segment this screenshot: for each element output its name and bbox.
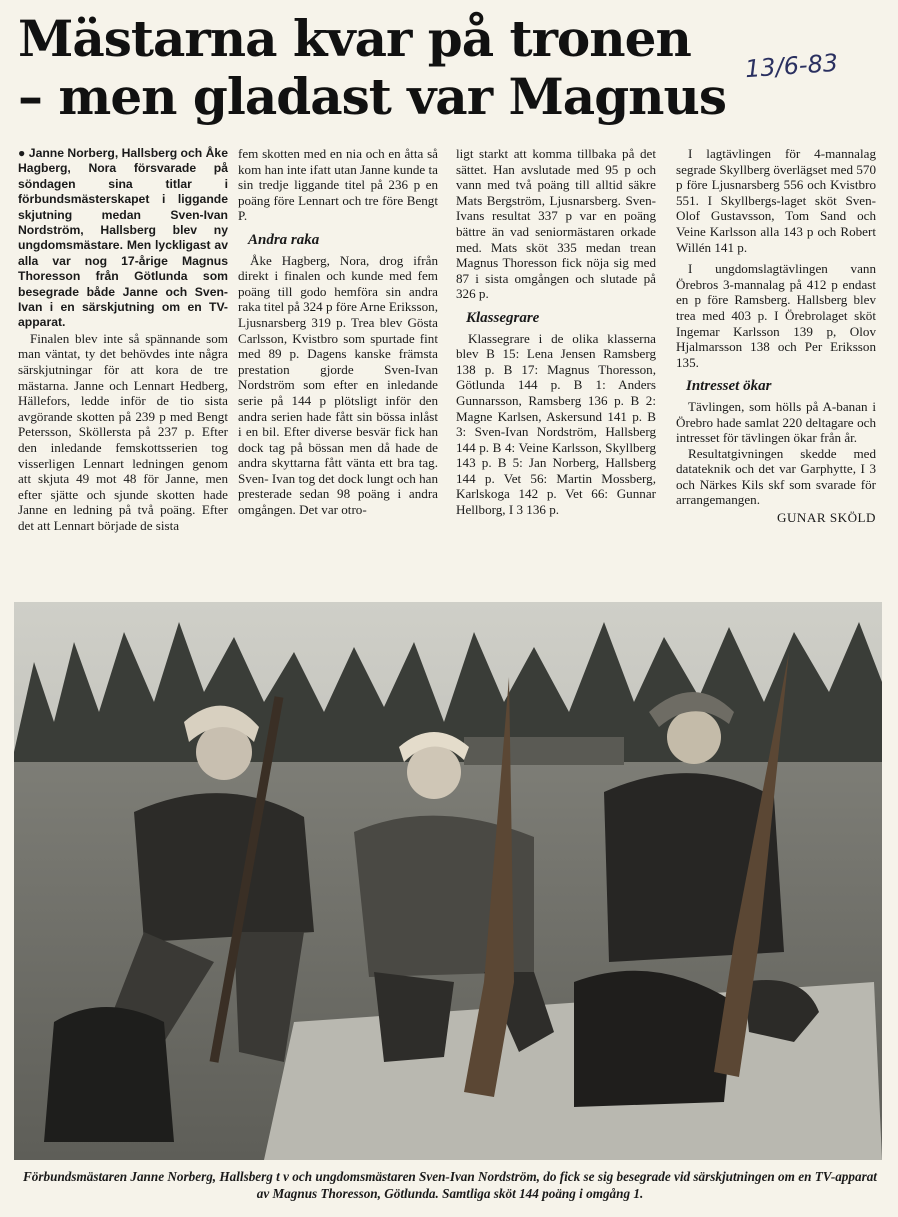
- lead-paragraph: ● Janne Norberg, Hallsberg och Åke Hagberg, Nora försvarade på söndagen sina titlar i förbundsmästerskapet i liggande skjutning medan Sven-Ivan Nordström, Hallsberg blev ny ungdomsmästare. Men lyckligast av alla var nog 17-årige Magnus Thoresson från Götlunda som besegrade både Janne och Sven- Ivan i en särskjutning om en TV-apparat.: [18, 146, 228, 330]
- subheading: Intresset ökar: [686, 378, 772, 395]
- photo-caption: Förbundsmästaren Janne Norberg, Hallsberg t v och ungdomsmästaren Sven-Ivan Nordström, do fick se sig besegrade vid särskjutningen om en TV-apparat av Magnus Thoresson, Götlunda. Samtliga sköt 144 poäng i omgång 1.: [23, 1169, 877, 1201]
- body-paragraph: Finalen blev inte så spännande som man väntat, ty det behövdes inte några särskjutningar för att kora de tre mästarna. Janne och Lennart Hedberg, Hällefors, ledde inför de tio sista avgörande skotten på 239 p med Bengt Petersson, Sköllersta på 237 p. Efter den inledande femskottsserien tog visserligen Lennart ledningen genom att skjuta 49 mot 48 för Janne, men efter sjätte och sjunde skotten hade Janne en ledning på två poäng. Efter det att Lennart började de sista: [18, 330, 228, 533]
- article-column-1: [18, 146, 228, 534]
- body-paragraph: I lagtävlingen för 4-mannalag segrade Skyllberg överlägset med 570 p före Ljusnarsberg 556 och Kvistbro 551. I Skyllbergs-laget sköt Sven-Olof Gustavsson, Tom Sand och Veine Karlsson alla 143 p och Robert Willén 141 p.: [676, 146, 876, 255]
- body-paragraph: I ungdomslagtävlingen vann Örebros 3-mannalag på 412 p endast en p före Ramsberg. Hallsberg blev trea med 403 p. I Örebrolaget sköt Ingemar Karlsson 139 p, Olov Hjalmarsson 138 och Per Eriksson 135.: [676, 261, 876, 370]
- subheading: Andra raka: [248, 231, 320, 248]
- article-column-3: [456, 146, 656, 518]
- handwritten-date: 13/6-83: [744, 48, 839, 84]
- subheading: Klassegrare: [466, 309, 540, 326]
- body-paragraph: Tävlingen, som hölls på A-banan i Örebro hade samlat 220 deltagare och intresset för tävlingen ökar från år.: [676, 398, 876, 446]
- body-paragraph: ligt starkt att komma tillbaka på det sättet. Han avslutade med 95 p och vann med två poäng till alltid säkre Mats Bergström, Ljusnarsberg. Sven-Ivans resultat 337 p var en poäng bättre än vad seniormästaren orkade med. Mats sköt 335 medan trean Magnus Thoresson fick nöja sig med 87 i sista omgången och slutade på 326 p.: [456, 146, 656, 302]
- body-paragraph: Klassegrare i de olika klasserna blev B 15: Lena Jensen Ramsberg 138 p. B 17: Magnus Thoresson, Götlunda 144 p. B 1: Anders Gunnarsson, Ramsberg 136 p. B 2: Magne Karlsen, Askersund 141 p. B 3: Sven-Ivan Nordström, Hallsberg 144 p. B 4: Veine Karlsson, Skyllberg 143 p. B 5: Jan Norberg, Hallsberg 144 p. Vet 56: Martin Mossberg, Karlskoga 142 p. Vet 66: Gunnar Hellborg, I 3 136 p.: [456, 330, 656, 518]
- news-photo: [14, 602, 882, 1160]
- body-paragraph: fem skotten med en nia och en åtta så kom han inte ifatt utan Janne kunde ta sin tredje liggande titel på 236 p en poäng före Lennart och tre före Bengt P.: [238, 146, 438, 224]
- article-column-4: [676, 146, 876, 526]
- headline-line-1: Mästarna kvar på tronen: [18, 9, 691, 68]
- article-column-2: [238, 146, 438, 518]
- photo-illustration: [14, 602, 882, 1160]
- headline-line-2: – men gladast var Magnus: [18, 67, 727, 126]
- author-signature: GUNAR SKÖLD: [777, 510, 876, 526]
- body-paragraph: Åke Hagberg, Nora, drog ifrån direkt i finalen och kunde med fem poäng till godo hemföra sin andra raka titel på 324 p före Arne Eriksson, Ljusnarsberg 319 p. Trea blev Gösta Carlsson, Kvistbro som spurtade fint med 89 p. Dagens kanske främsta prestation gjorde Sven-Ivan Nordström som efter en inledande serie på 144 p plötsligt inför den andra serien hade fått sin bössa inlåst i en bil. Efter diverse besvär fick han dock tag på bössan men då hade de andra skyttarna fått vänta ett bra tag. Sven- Ivan tog det dock lungt och han presterade sedan 98 poäng i andra omgången. Det var otro-: [238, 252, 438, 518]
- body-paragraph: Resultatgivningen skedde med datateknik och det var Garphytte, I 3 och Närkes Kils skf som svarade för arrangemangen.: [676, 445, 876, 508]
